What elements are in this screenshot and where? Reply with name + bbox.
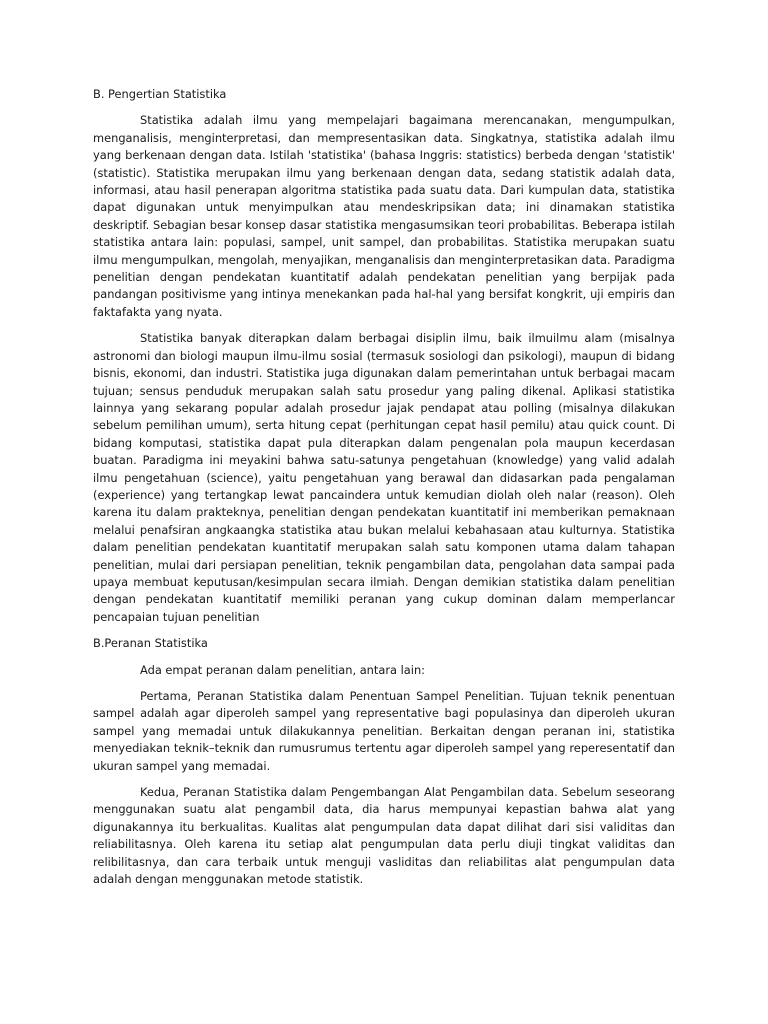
paragraph-lead-peranan: Ada empat peranan dalam penelitian, antara lain: [140, 662, 425, 677]
paragraph-peranan-pertama: Pertama, Peranan Statistika dalam Penentuan Sampel Penelitian. Tujuan teknik penentuan sampel adalah agar diperoleh sampel yang representative bagi populasinya dan diperoleh ukuran sampel yang memadai untuk dilakukannya penelitian. Berkaitan dengan peranan ini, statistika menyediakan teknik–teknik dan rumusrumus tertentu agar diperoleh sampel yang reperesentatif dan ukuran sampel yang memadai. [93, 689, 675, 773]
document-body [93, 86, 675, 897]
paragraph-penerapan-statistika: Statistika banyak diterapkan dalam berbagai disiplin ilmu, baik ilmuilmu alam (misalnya astronomi dan biologi maupun ilmu-ilmu sosial (termasuk sosiologi dan psikologi), maupun di bidang bisnis, ekonomi, dan industri. Statistika juga digunakan dalam pemerintahan untuk berbagai macam tujuan; sensus penduduk merupakan salah satu prosedur yang paling dikenal. Aplikasi statistika lainnya yang sekarang popular adalah prosedur jajak pendapat atau polling (misalnya dilakukan sebelum pemilihan umum), serta hitung cepat (perhitungan cepat hasil pemilu) atau quick count. Di bidang komputasi, statistika dapat pula diterapkan dalam pengenalan pola maupun kecerdasan buatan. Paradigma ini meyakini bahwa satu-satunya pengetahuan (knowledge) yang valid adalah ilmu pengetahuan (science), yaitu pengetahuan yang berawal dan didasarkan pada pengalaman (experience) yang tertangkap lewat pancaindera untuk kemudian diolah oleh nalar (reason). Oleh karena itu dalam prakteknya, penelitian dengan pendekatan kuantitatif ini memberikan pemaknaan melalui penafsiran angkaangka statistika atau bukan melalui kebahasaan atau kulturnya. Statistika dalam penelitian pendekatan kuantitatif merupakan salah satu komponen utama dalam tahapan penelitian, mulai dari persiapan penelitian, teknik pengambilan data, pengolahan data sampai pada upaya membuat keputusan/kesimpulan secara ilmiah. Dengan demikian statistika dalam penelitian dengan pendekatan kuantitatif memiliki peranan yang cukup dominan dalam memperlancar pencapaian tujuan penelitian [93, 331, 675, 624]
paragraph-peranan-kedua: Kedua, Peranan Statistika dalam Pengembangan Alat Pengambilan data. Sebelum seseorang menggunakan suatu alat pengambil data, dia harus mempunyai kepastian bahwa alat yang digunakannya itu berkualitas. Kualitas alat pengumpulan data dapat dilihat dari sisi validitas dan reliabilitasnya. Oleh karena itu setiap alat pengumpulan data perlu diuji tingkat validitas dan relibilitasnya, dan cara terbaik untuk menguji vasliditas dan reliabilitas alat pengumpulan data adalah dengan menggunakan metode statistik. [93, 785, 675, 887]
section-heading-peranan: B.Peranan Statistika [93, 636, 208, 651]
section-heading-pengertian: B. Pengertian Statistika [93, 87, 227, 101]
paragraph-definisi-statistika: Statistika adalah ilmu yang mempelajari bagaimana merencanakan, mengumpulkan, menganalisis, menginterpretasi, dan mempresentasikan data. Singkatnya, statistika adalah ilmu yang berkenaan dengan data. Istilah 'statistika' (bahasa Inggris: statistics) berbeda dengan 'statistik' (statistic). Statistika merupakan ilmu yang berkenaan dengan data, sedang statistik adalah data, informasi, atau hasil penerapan algoritma statistika pada suatu data. Dari kumpulan data, statistika dapat digunakan untuk menyimpulkan atau mendeskripsikan data; ini dinamakan statistika deskriptif. Sebagian besar konsep dasar statistika mengasumsikan teori probabilitas. Beberapa istilah statistika antara lain: populasi, sampel, unit sampel, dan probabilitas. Statistika merupakan suatu ilmu mengumpulkan, mengolah, menyajikan, menganalisis dan menginterpretasikan data. Paradigma penelitian dengan pendekatan kuantitatif adalah pendekatan penelitian yang berpijak pada pandangan positivisme yang intinya menekankan pada hal-hal yang bersifat kongkrit, uji empiris dan faktafakta yang nyata. [93, 113, 675, 319]
